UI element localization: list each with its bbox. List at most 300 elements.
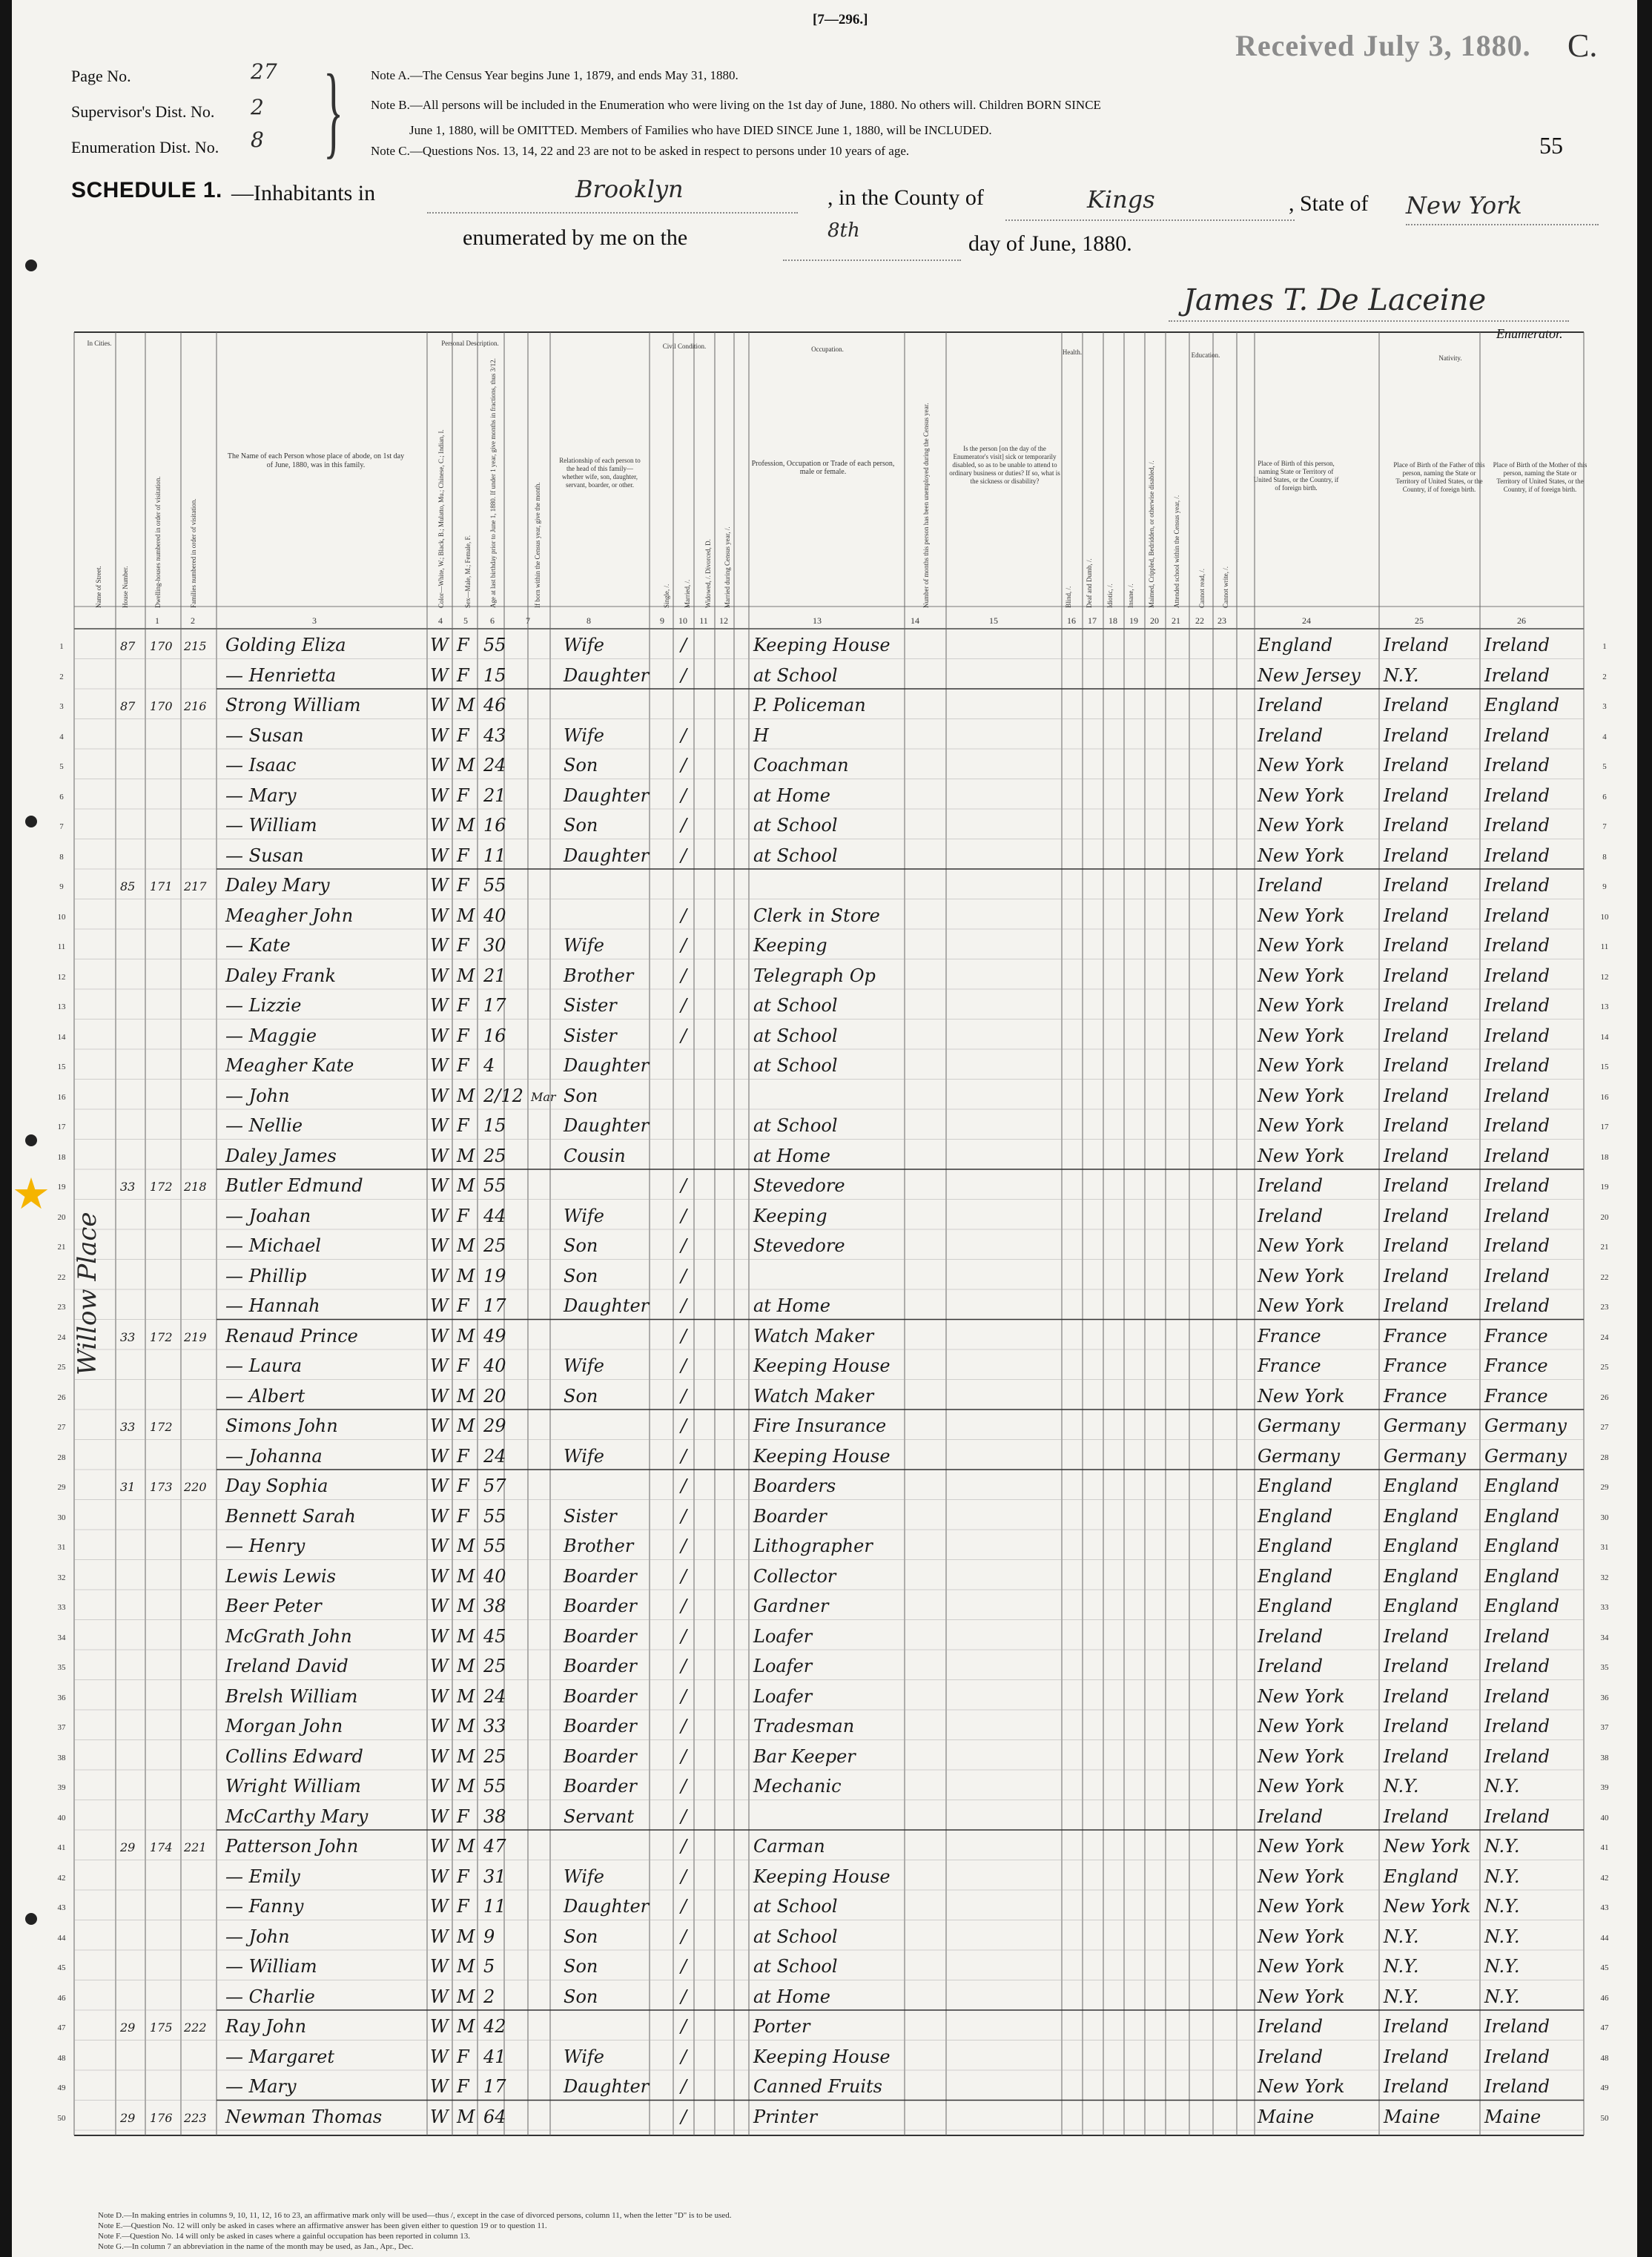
cell-color: W	[430, 2046, 449, 2067]
cell-rel: Daughter	[564, 1055, 650, 1076]
school-column-header: Attended school within the Census year, /.	[1173, 495, 1180, 608]
cell-father: Ireland	[1384, 1085, 1449, 1106]
cell-father: Ireland	[1384, 965, 1449, 986]
cell-age: 2/12	[483, 1085, 523, 1106]
cell-mother: Ireland	[1484, 1295, 1550, 1316]
cell-rel: Son	[564, 1956, 598, 1977]
cell-sex: F	[457, 1445, 469, 1467]
cell-name: — Henrietta	[225, 664, 337, 686]
cell-father: England	[1384, 1866, 1459, 1887]
cell-color: W	[430, 1295, 449, 1316]
cell-sex: F	[457, 2076, 469, 2097]
cell-mother: Ireland	[1484, 1085, 1550, 1106]
cell-birth: Ireland	[1258, 2046, 1323, 2067]
cell-father: N.Y.	[1384, 1776, 1419, 1797]
cell-color: W	[430, 1745, 449, 1767]
cell-dw: 174	[150, 1840, 173, 1854]
cell-civ: /	[681, 2016, 687, 2037]
cell-birth: New York	[1258, 995, 1345, 1016]
cell-dw: 172	[150, 1420, 173, 1434]
cell-rel: Wife	[564, 1445, 605, 1467]
cell-occ: Collector	[753, 1565, 836, 1587]
cell-name: — Nellie	[225, 1115, 303, 1136]
cell-house: 33	[120, 1180, 136, 1194]
cell-birth: New York	[1258, 1986, 1345, 2007]
cell-age: 55	[483, 1536, 506, 1556]
row-number-right: 4	[1602, 732, 1607, 741]
cell-rel: Cousin	[564, 1145, 626, 1166]
cell-name: Renaud Prince	[225, 1325, 358, 1346]
cell-name: Butler Edmund	[225, 1175, 363, 1196]
personal-description-header: Personal Description.	[441, 340, 499, 347]
row-number-left: 41	[57, 1843, 66, 1852]
note-d: Note D.—In making entries in columns 9, 10, 11, 12, 16 to 23, an affirmative mark only will be used—thus /, except in the case of divorced persons, column 11, when the letter "D" is to be used.	[98, 2211, 732, 2220]
cell-color: W	[430, 1445, 449, 1467]
row-number-right: 19	[1600, 1183, 1609, 1192]
cell-rel: Wife	[564, 635, 605, 655]
cell-sex: F	[457, 1295, 469, 1316]
cell-color: W	[430, 724, 449, 746]
cell-sex: M	[457, 1175, 475, 1196]
supervisor-label: Supervisor's Dist. No.	[71, 102, 215, 121]
column-number: 17	[1088, 615, 1097, 626]
note-e: Note E.—Question No. 12 will only be asked in cases where an affirmative answer has been given either to question 19 or to question 11.	[98, 2221, 547, 2230]
cell-occ: Stevedore	[753, 1235, 845, 1256]
cell-sex: M	[457, 2106, 475, 2127]
health-header: Health.	[1062, 348, 1083, 356]
cell-age: 24	[483, 1445, 506, 1467]
cell-color: W	[430, 1085, 449, 1106]
cell-birth: New York	[1258, 1776, 1345, 1797]
cell-father: Ireland	[1384, 1115, 1449, 1136]
cell-color: W	[430, 1926, 449, 1947]
cell-civ: /	[681, 1956, 687, 1977]
row-number-right: 10	[1600, 912, 1609, 922]
cell-mother: Ireland	[1484, 1745, 1550, 1767]
cell-rel: Boarder	[564, 1776, 637, 1797]
cell-age: 25	[483, 1145, 506, 1166]
cell-civ: /	[681, 1685, 687, 1707]
cell-mother: England	[1484, 1596, 1560, 1616]
cell-father: Ireland	[1384, 1055, 1449, 1076]
cell-mother: Germany	[1484, 1445, 1567, 1467]
cell-sex: M	[457, 1986, 475, 2007]
cell-occ: Telegraph Op	[753, 965, 876, 986]
row-number-right: 11	[1600, 942, 1609, 951]
cell-month: Mar	[531, 1089, 556, 1104]
cell-sex: M	[457, 1385, 475, 1407]
column-number: 22	[1195, 615, 1204, 626]
row-number-left: 23	[57, 1303, 66, 1312]
cell-sex: M	[457, 1325, 475, 1346]
cell-rel: Daughter	[564, 1295, 650, 1316]
cell-mother: N.Y.	[1484, 1926, 1520, 1947]
cell-civ: /	[681, 935, 687, 956]
cell-birth: England	[1258, 1596, 1333, 1616]
cell-age: 11	[483, 1896, 506, 1917]
cell-dw: 170	[150, 699, 173, 713]
married-year-column-header: Married during Census year, /.	[724, 526, 731, 608]
families-column-header: Families numbered in order of visitation.	[190, 498, 197, 608]
enumerated-label: enumerated by me on the	[463, 225, 688, 250]
cell-occ: Boarders	[753, 1476, 836, 1496]
cell-occ: at Home	[753, 784, 830, 806]
cell-birth: Maine	[1258, 2106, 1315, 2127]
cell-birth: New York	[1258, 1115, 1345, 1136]
cell-name: Ireland David	[225, 1656, 348, 1676]
row-number-right: 25	[1600, 1363, 1609, 1372]
row-number-right: 7	[1602, 822, 1607, 831]
cell-mother: France	[1484, 1385, 1548, 1407]
row-number-right: 5	[1602, 762, 1607, 771]
cell-birth: New York	[1258, 845, 1345, 866]
note-c: Note C.—Questions Nos. 13, 14, 22 and 23 are not to be asked in respect to persons under 10 years of age.	[371, 144, 910, 158]
cell-age: 55	[483, 1505, 506, 1527]
binding-hole	[25, 816, 37, 827]
cell-father: Ireland	[1384, 1265, 1449, 1286]
cell-rel: Boarder	[564, 1625, 637, 1647]
cell-mother: Ireland	[1484, 1175, 1550, 1196]
cell-name: McGrath John	[225, 1625, 352, 1647]
cell-rel: Wife	[564, 1355, 605, 1376]
cell-age: 20	[483, 1385, 506, 1407]
enumerator-label: Enumerator.	[1496, 326, 1563, 341]
cell-birth: New York	[1258, 755, 1345, 776]
cell-color: W	[430, 815, 449, 836]
cell-civ: /	[681, 1536, 687, 1556]
birthplace-column-header: Place of Birth of this person, naming State or Territory of United States, or the Country, if of foreign birth.	[1253, 460, 1339, 492]
column-number: 3	[312, 615, 317, 626]
cell-birth: England	[1258, 1536, 1333, 1556]
row-number-left: 14	[57, 1032, 66, 1042]
row-number-right: 49	[1600, 2083, 1609, 2092]
color-column-header: Color—White, W.; Black, B.; Mulatto, Mu.; Chinese, C.; Indian, I.	[437, 429, 445, 608]
cell-sex: F	[457, 2046, 469, 2067]
day-of-june-label: day of June, 1880.	[968, 231, 1132, 256]
row-number-left: 43	[57, 1903, 66, 1912]
cell-occ: P. Policeman	[753, 695, 866, 716]
column-number: 12	[719, 615, 728, 626]
received-stamp: Received July 3, 1880.	[1235, 29, 1531, 62]
cell-rel: Son	[564, 1926, 598, 1947]
cell-occ: Stevedore	[753, 1175, 845, 1196]
cell-birth: New York	[1258, 1836, 1345, 1857]
stamp-letter: C.	[1567, 27, 1598, 64]
row-number-right: 46	[1600, 1993, 1609, 2003]
cell-name: McCarthy Mary	[225, 1805, 369, 1827]
cell-birth: Ireland	[1258, 1656, 1323, 1676]
cell-father: Maine	[1384, 2106, 1441, 2127]
cell-sex: M	[457, 1656, 475, 1676]
cell-age: 11	[483, 845, 506, 866]
cell-dw: 175	[150, 2020, 173, 2035]
row-number-right: 6	[1602, 792, 1607, 802]
row-number-right: 3	[1602, 702, 1607, 711]
cell-mother: England	[1484, 1536, 1560, 1556]
row-number-left: 7	[59, 822, 64, 831]
cell-birth: Ireland	[1258, 1805, 1323, 1827]
column-number: 24	[1302, 615, 1311, 626]
cell-name: — Margaret	[225, 2046, 334, 2067]
cell-fam: 218	[184, 1180, 207, 1194]
cell-color: W	[430, 1415, 449, 1436]
cell-rel: Brother	[564, 1536, 634, 1556]
cell-birth: New York	[1258, 1025, 1345, 1046]
cell-fam: 223	[184, 2110, 207, 2125]
enumerator-line	[1169, 320, 1569, 322]
cell-mother: Ireland	[1484, 1145, 1550, 1166]
cell-rel: Son	[564, 1385, 598, 1407]
cell-color: W	[430, 1235, 449, 1256]
row-number-right: 45	[1600, 1963, 1609, 1972]
row-number-left: 46	[57, 1993, 66, 2003]
cell-mother: Ireland	[1484, 664, 1550, 686]
cell-mother: Ireland	[1484, 905, 1550, 926]
row-number-right: 1	[1602, 642, 1607, 651]
cell-father: Ireland	[1384, 1175, 1449, 1196]
cell-name: Daley Frank	[225, 965, 337, 986]
column-number: 2	[191, 615, 195, 626]
column-number: 4	[438, 615, 443, 626]
cell-name: Daley James	[225, 1145, 337, 1166]
schedule-title: SCHEDULE 1.	[71, 178, 222, 202]
cell-color: W	[430, 995, 449, 1016]
row-number-right: 27	[1600, 1423, 1609, 1432]
cell-name: — Albert	[225, 1385, 305, 1407]
cell-civ: /	[681, 1235, 687, 1256]
cell-color: W	[430, 1836, 449, 1857]
cell-occ: Bar Keeper	[753, 1745, 856, 1767]
cell-civ: /	[681, 845, 687, 866]
cell-dw: 171	[150, 879, 173, 893]
cell-mother: Ireland	[1484, 784, 1550, 806]
cell-occ: Keeping	[753, 935, 827, 956]
day-value: 8th	[827, 219, 860, 242]
cell-father: France	[1384, 1355, 1447, 1376]
column-number: 14	[911, 615, 919, 626]
cell-civ: /	[681, 905, 687, 926]
cell-sex: F	[457, 1896, 469, 1917]
cell-age: 21	[483, 784, 506, 806]
cell-birth: New York	[1258, 815, 1345, 836]
cell-rel: Boarder	[564, 1745, 637, 1767]
cell-father: N.Y.	[1384, 1956, 1419, 1977]
cell-mother: Ireland	[1484, 1115, 1550, 1136]
cell-father: Ireland	[1384, 1295, 1449, 1316]
state-line	[1406, 224, 1599, 225]
cell-occ: Keeping House	[753, 2046, 891, 2067]
cell-age: 55	[483, 635, 506, 655]
cell-birth: New York	[1258, 935, 1345, 956]
cell-fam: 215	[184, 639, 207, 653]
cell-mother: France	[1484, 1355, 1548, 1376]
header-brace: }	[323, 53, 344, 168]
cell-occ: at School	[753, 1896, 838, 1917]
cell-age: 38	[483, 1596, 506, 1616]
row-number-right: 26	[1600, 1392, 1609, 1402]
row-number-right: 20	[1600, 1212, 1609, 1222]
row-number-right: 36	[1600, 1693, 1609, 1702]
cell-sex: M	[457, 1716, 475, 1736]
cell-sex: M	[457, 2016, 475, 2037]
cell-sex: F	[457, 635, 469, 655]
cell-civ: /	[681, 815, 687, 836]
cell-civ: /	[681, 1415, 687, 1436]
cell-sex: M	[457, 1145, 475, 1166]
cell-civ: /	[681, 1656, 687, 1676]
cell-dw: 172	[150, 1180, 173, 1194]
row-number-left: 49	[57, 2083, 66, 2092]
row-number-left: 17	[57, 1123, 66, 1131]
cell-sex: F	[457, 1055, 469, 1076]
row-number-right: 50	[1600, 2113, 1609, 2123]
cell-mother: Ireland	[1484, 1205, 1550, 1226]
cell-color: W	[430, 1325, 449, 1346]
row-number-left: 20	[57, 1212, 66, 1222]
row-number-left: 11	[57, 942, 66, 951]
cell-sex: F	[457, 784, 469, 806]
day-line	[783, 260, 961, 261]
cell-father: Ireland	[1384, 1685, 1449, 1707]
cell-sex: M	[457, 815, 475, 836]
row-number-right: 30	[1600, 1513, 1609, 1522]
cell-birth: England	[1258, 1505, 1333, 1527]
cell-occ: at School	[753, 845, 838, 866]
cell-color: W	[430, 784, 449, 806]
cell-name: — William	[225, 815, 317, 836]
cell-father: Ireland	[1384, 935, 1449, 956]
printed-page-number: 55	[1539, 132, 1563, 159]
cell-color: W	[430, 1565, 449, 1587]
cell-age: 17	[483, 995, 506, 1016]
cell-birth: New York	[1258, 1716, 1345, 1736]
cell-father: Ireland	[1384, 1145, 1449, 1166]
widowed-column-header: Widowed, /. Divorced, D.	[704, 539, 712, 608]
row-number-left: 34	[57, 1633, 66, 1642]
cell-mother: Ireland	[1484, 1716, 1550, 1736]
cell-name: — John	[225, 1926, 290, 1947]
row-number-right: 41	[1600, 1843, 1609, 1852]
sex-column-header: Sex—Male, M.; Female, F.	[464, 535, 472, 608]
row-number-right: 8	[1602, 852, 1607, 862]
row-number-right: 17	[1600, 1123, 1609, 1131]
cell-name: — Lizzie	[225, 995, 302, 1016]
cell-civ: /	[681, 1355, 687, 1376]
cell-rel: Boarder	[564, 1565, 637, 1587]
cell-civ: /	[681, 965, 687, 986]
cell-civ: /	[681, 2046, 687, 2067]
cell-name: — Isaac	[225, 755, 297, 776]
row-number-right: 13	[1600, 1002, 1609, 1011]
cell-occ: Boarder	[753, 1505, 827, 1527]
cell-civ: /	[681, 1565, 687, 1587]
cell-age: 47	[483, 1836, 506, 1857]
cell-color: W	[430, 664, 449, 686]
row-number-left: 10	[57, 912, 66, 922]
row-number-right: 16	[1600, 1092, 1609, 1102]
cell-color: W	[430, 1115, 449, 1136]
cell-house: 87	[120, 639, 136, 653]
cell-sex: M	[457, 1836, 475, 1857]
row-number-right: 48	[1600, 2053, 1609, 2063]
row-number-left: 26	[57, 1392, 66, 1402]
cell-occ: Keeping House	[753, 1445, 891, 1467]
cell-father: France	[1384, 1385, 1447, 1407]
cell-rel: Boarder	[564, 1596, 637, 1616]
cell-name: — Maggie	[225, 1025, 317, 1046]
cell-mother: Ireland	[1484, 2046, 1550, 2067]
cell-civ: /	[681, 1325, 687, 1346]
page-no-value: 27	[251, 59, 277, 84]
cell-occ: Loafer	[753, 1656, 813, 1676]
cell-civ: /	[681, 1866, 687, 1887]
cell-civ: /	[681, 1295, 687, 1316]
cell-color: W	[430, 935, 449, 956]
cell-father: Ireland	[1384, 845, 1449, 866]
mother-birth-column-header: Place of Birth of the Mother of this person, naming the State or Territory of United States, or the Country, if of foreign birth.	[1493, 461, 1587, 493]
cell-father: Ireland	[1384, 995, 1449, 1016]
maimed-column-header: Maimed, Crippled, Bedridden, or otherwise disabled, /.	[1148, 460, 1155, 608]
cell-sex: M	[457, 1926, 475, 1947]
cell-age: 24	[483, 1685, 506, 1707]
cell-name: — John	[225, 1085, 290, 1106]
cell-name: — Hannah	[225, 1295, 320, 1316]
cell-age: 42	[483, 2016, 506, 2037]
cell-color: W	[430, 1986, 449, 2007]
cell-occ: Watch Maker	[753, 1325, 874, 1346]
cell-birth: New York	[1258, 1745, 1345, 1767]
cell-sex: M	[457, 755, 475, 776]
cell-rel: Son	[564, 755, 598, 776]
row-number-right: 33	[1600, 1603, 1609, 1612]
cell-sex: M	[457, 1415, 475, 1436]
cell-name: Morgan John	[225, 1716, 343, 1736]
row-number-left: 24	[57, 1332, 66, 1342]
cell-mother: N.Y.	[1484, 1956, 1520, 1977]
cell-color: W	[430, 1776, 449, 1797]
cell-sex: M	[457, 1235, 475, 1256]
cell-age: 4	[483, 1055, 495, 1076]
cell-birth: Ireland	[1258, 1175, 1323, 1196]
cell-father: Ireland	[1384, 1625, 1449, 1647]
cell-mother: Ireland	[1484, 1235, 1550, 1256]
cell-father: Ireland	[1384, 784, 1449, 806]
cell-civ: /	[681, 1175, 687, 1196]
row-number-left: 28	[57, 1453, 66, 1462]
cell-occ: Canned Fruits	[753, 2076, 882, 2097]
cell-age: 55	[483, 1175, 506, 1196]
cell-rel: Daughter	[564, 784, 650, 806]
row-number-right: 32	[1600, 1573, 1609, 1582]
cell-father: Ireland	[1384, 2076, 1449, 2097]
cell-name: Collins Edward	[225, 1745, 363, 1767]
cell-color: W	[430, 1025, 449, 1046]
row-number-left: 37	[57, 1723, 66, 1732]
cell-sex: M	[457, 965, 475, 986]
cell-age: 29	[483, 1415, 506, 1436]
married-column-header: Married, /.	[684, 579, 691, 608]
cell-father: Ireland	[1384, 1235, 1449, 1256]
cell-father: Ireland	[1384, 815, 1449, 836]
cell-name: Beer Peter	[225, 1596, 322, 1616]
cell-mother: Ireland	[1484, 1025, 1550, 1046]
cell-mother: Ireland	[1484, 1265, 1550, 1286]
row-number-left: 13	[57, 1002, 66, 1011]
cannot-write-column-header: Cannot write, /.	[1222, 566, 1229, 608]
star-icon: ★	[12, 1170, 50, 1218]
cell-rel: Boarder	[564, 1685, 637, 1707]
row-number-left: 8	[59, 852, 64, 862]
